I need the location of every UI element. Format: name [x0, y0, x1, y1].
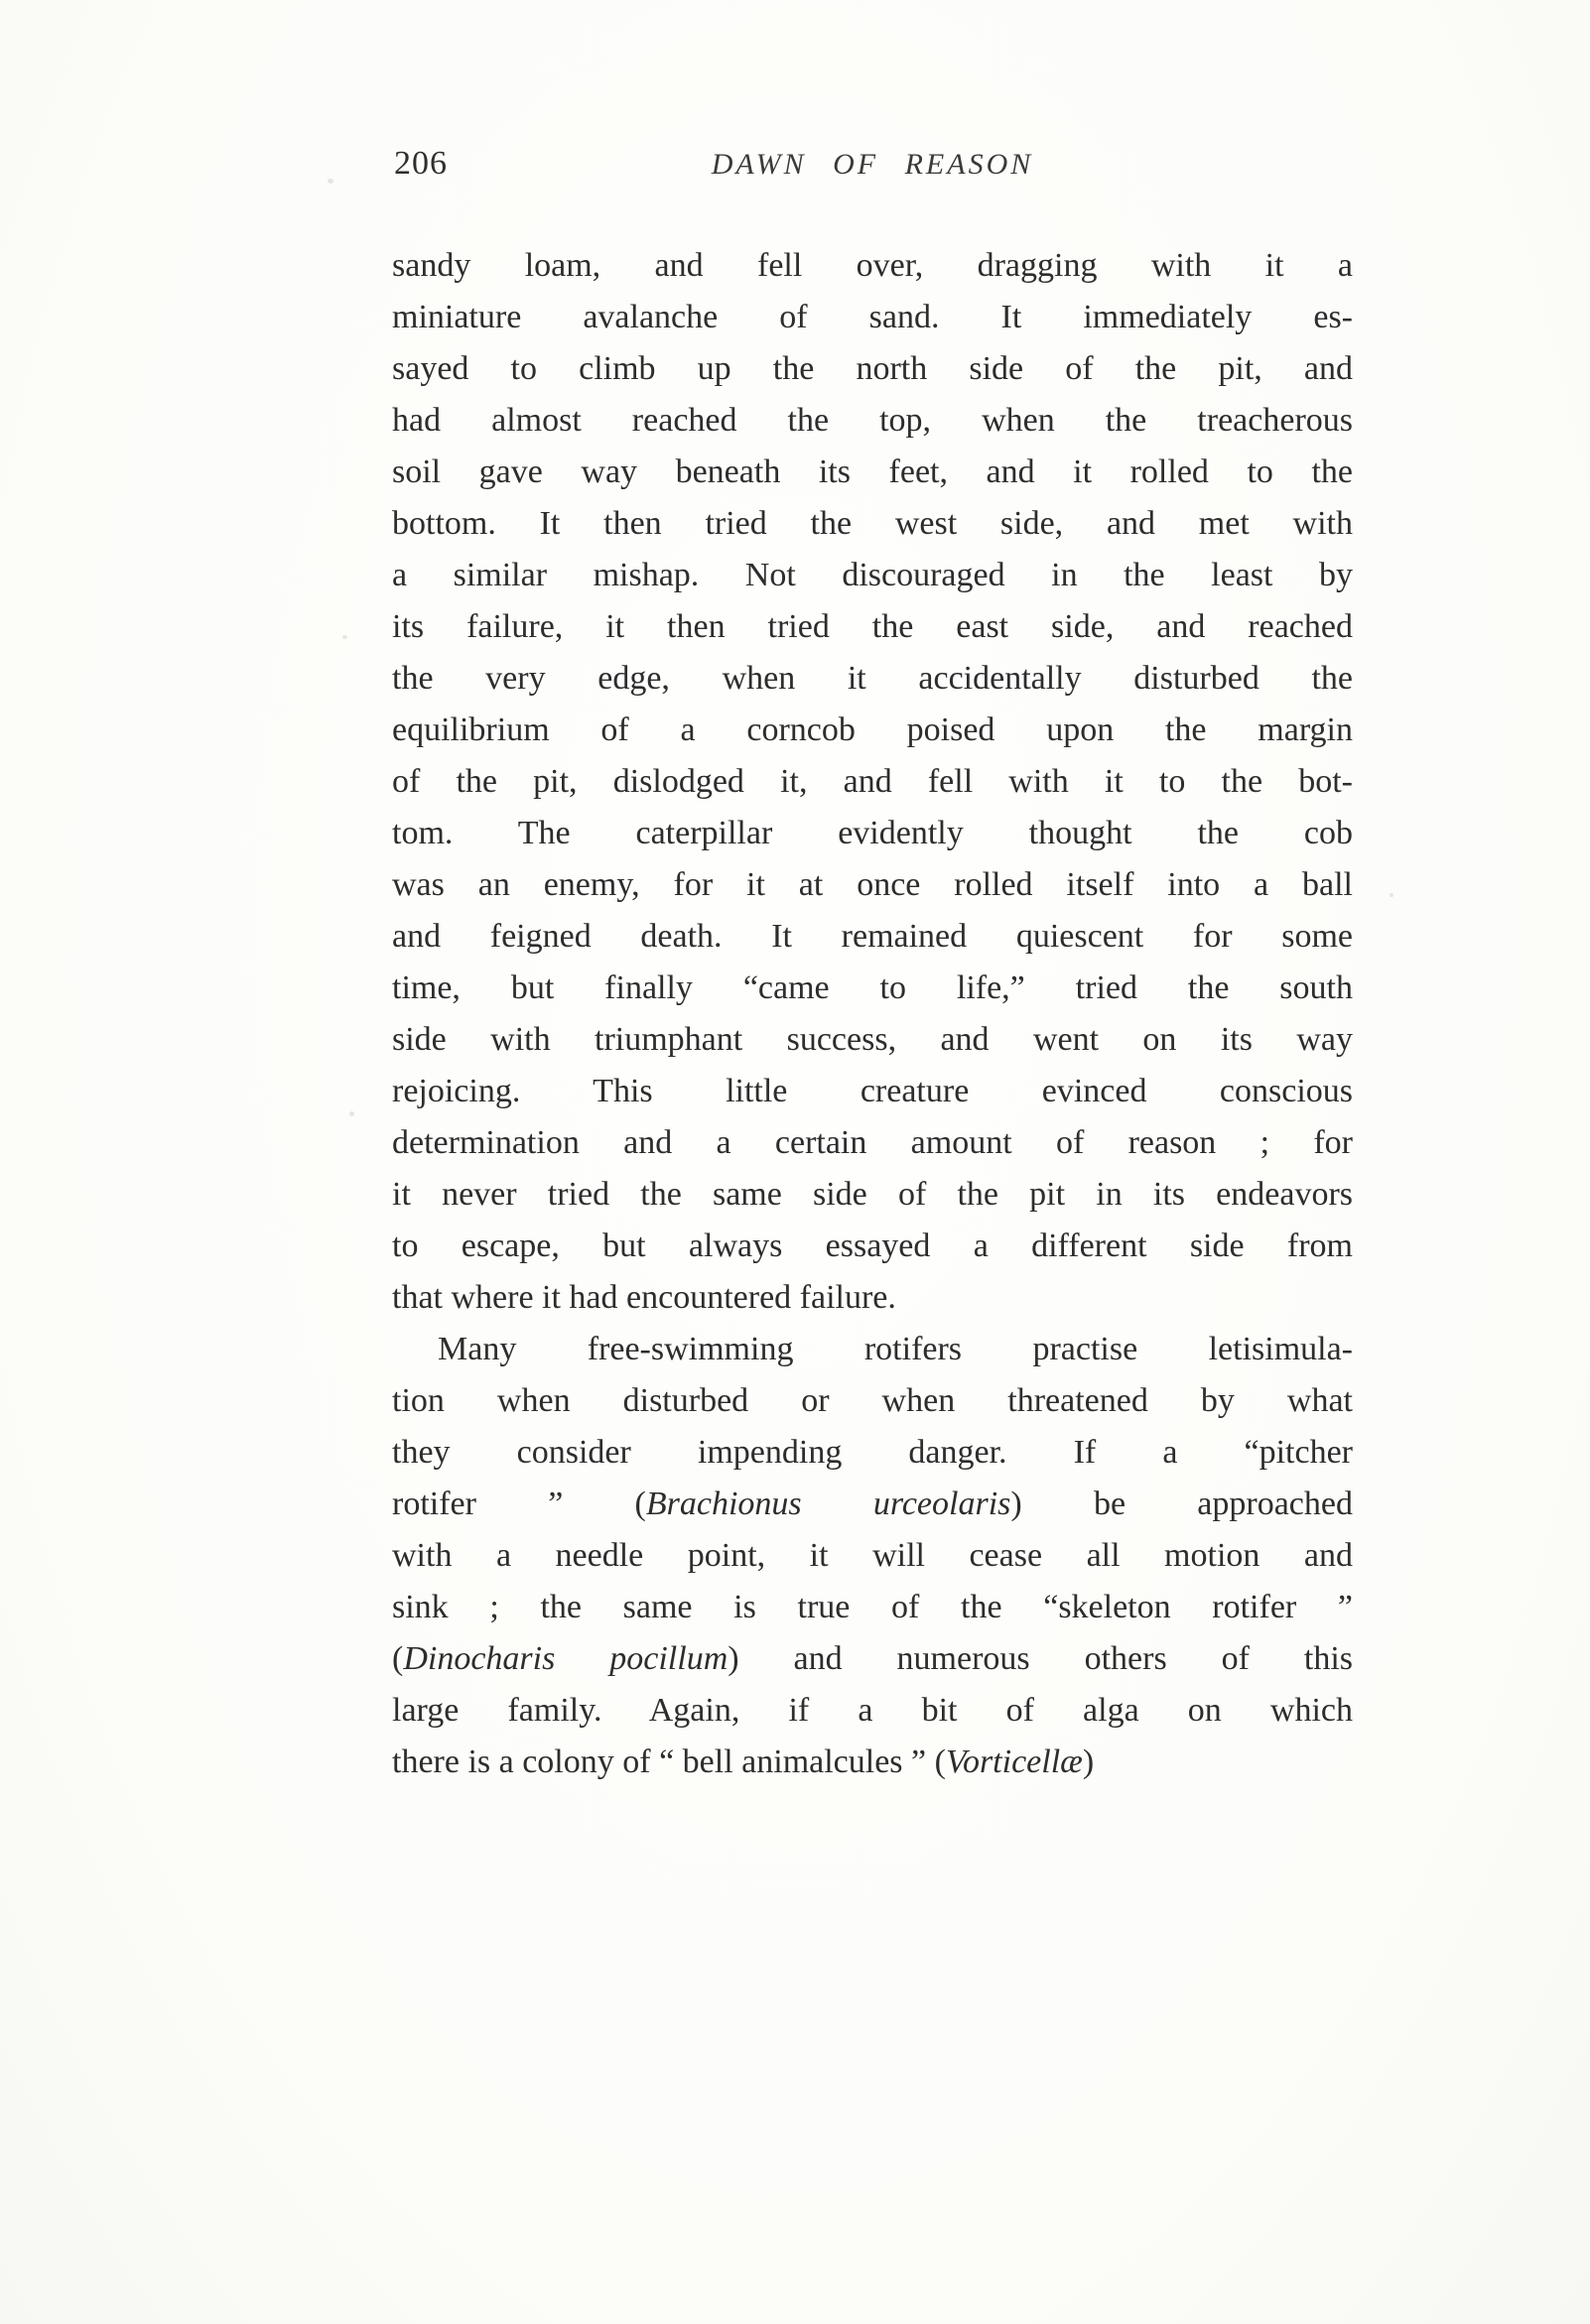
paragraph	[392, 240, 1353, 1324]
text-line	[392, 1633, 1353, 1685]
text-segment: time, but finally “came to life,” tried the south	[392, 969, 1353, 1006]
text-segment: that where it had encountered failure.	[392, 1279, 896, 1316]
text-segment: miniature avalanche of sand. It immediately es-	[392, 299, 1353, 335]
text-line	[392, 1427, 1353, 1479]
text-line	[392, 1582, 1353, 1633]
text-line	[392, 1117, 1353, 1169]
text-line	[392, 1014, 1353, 1066]
scan-speck	[342, 635, 347, 639]
text-segment: a similar mishap. Not discouraged in the least by	[392, 557, 1353, 593]
text-line	[392, 343, 1353, 395]
text-line	[392, 705, 1353, 756]
text-segment: ) be approached	[1010, 1485, 1353, 1522]
text-segment: large family. Again, if a bit of alga on which	[392, 1692, 1353, 1729]
text-segment: they consider impending danger. If a “pitcher	[392, 1434, 1353, 1471]
latin-species-name: Brachionus urceolaris	[645, 1485, 1011, 1522]
text-line	[392, 1375, 1353, 1427]
text-segment: its failure, it then tried the east side, and reached	[392, 608, 1353, 645]
text-line	[392, 1685, 1353, 1737]
text-segment: sayed to climb up the north side of the pit, and	[392, 350, 1353, 387]
paragraph	[392, 1324, 1353, 1788]
text-line	[392, 859, 1353, 911]
text-line	[392, 240, 1353, 292]
text-segment: )	[1082, 1743, 1095, 1780]
text-line	[392, 808, 1353, 859]
latin-species-name: Vorticellæ	[945, 1743, 1083, 1780]
text-line	[392, 911, 1353, 963]
text-segment: equilibrium of a corncob poised upon the margin	[392, 711, 1353, 748]
text-line	[392, 1169, 1353, 1221]
text-segment: the very edge, when it accidentally disturbed the	[392, 660, 1353, 697]
text-segment: (	[392, 1640, 404, 1677]
text-line	[392, 498, 1353, 550]
body-text	[392, 240, 1353, 1788]
text-segment: soil gave way beneath its feet, and it rolled to the	[392, 453, 1353, 490]
text-segment: there is a colony of “ bell animalcules ” (	[392, 1743, 946, 1780]
text-segment: of the pit, dislodged it, and fell with it to the bot-	[392, 763, 1353, 800]
text-segment: it never tried the same side of the pit in its endeavors	[392, 1176, 1353, 1213]
text-segment: ) and numerous others of this	[728, 1640, 1354, 1677]
text-segment: Many free-swimming rotifers practise letisimula-	[438, 1331, 1353, 1367]
text-segment: with a needle point, it will cease all motion and	[392, 1537, 1353, 1574]
text-line	[392, 1479, 1353, 1530]
scan-speck	[349, 1111, 354, 1116]
text-line	[392, 601, 1353, 653]
page-header	[392, 145, 1353, 193]
text-line	[392, 292, 1353, 343]
text-line	[392, 1737, 1353, 1788]
text-line	[392, 1530, 1353, 1582]
page-number: 206	[394, 145, 448, 182]
scan-speck	[328, 179, 333, 184]
text-line	[392, 963, 1353, 1014]
text-segment: had almost reached the top, when the treacherous	[392, 402, 1353, 439]
text-line	[392, 653, 1353, 705]
text-line	[392, 447, 1353, 498]
text-line	[392, 1221, 1353, 1272]
text-segment: bottom. It then tried the west side, and met with	[392, 505, 1353, 542]
text-line	[392, 756, 1353, 808]
text-line	[392, 1272, 1353, 1324]
text-segment: rejoicing. This little creature evinced conscious	[392, 1073, 1353, 1109]
text-segment: tom. The caterpillar evidently thought the cob	[392, 815, 1353, 851]
text-segment: was an enemy, for it at once rolled itself into a ball	[392, 866, 1353, 903]
text-segment: and feigned death. It remained quiescent for some	[392, 918, 1353, 955]
text-line	[392, 395, 1353, 447]
text-line	[392, 550, 1353, 601]
text-segment: sandy loam, and fell over, dragging with it a	[392, 247, 1353, 284]
text-line	[392, 1066, 1353, 1117]
scan-speck	[1390, 893, 1393, 897]
text-segment: to escape, but always essayed a different side from	[392, 1227, 1353, 1264]
text-segment: tion when disturbed or when threatened by what	[392, 1382, 1353, 1419]
text-segment: sink ; the same is true of the “skeleton rotifer ”	[392, 1589, 1353, 1625]
text-segment: rotifer ” (	[392, 1485, 646, 1522]
running-title: DAWN OF REASON	[711, 148, 1034, 181]
text-segment: determination and a certain amount of reason ; for	[392, 1124, 1353, 1161]
latin-species-name: Dinocharis pocillum	[403, 1640, 729, 1677]
text-line	[392, 1324, 1353, 1375]
text-segment: side with triumphant success, and went on its way	[392, 1021, 1353, 1058]
